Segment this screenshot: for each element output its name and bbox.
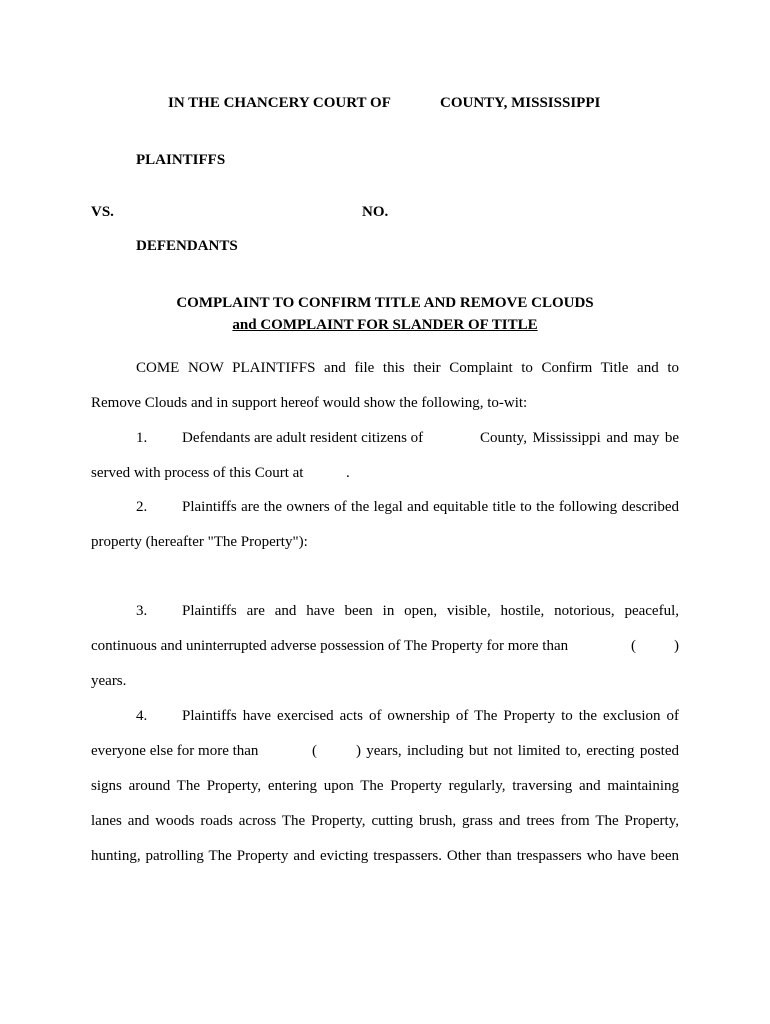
para-2-text-a: Plaintiffs are the owners of the legal and equitable title to the following described — [182, 499, 679, 515]
court-name-right: COUNTY, MISSISSIPPI — [440, 95, 601, 111]
para-4-text-c: signs around The Property, entering upon The Property regularly, traversing and maintaining — [91, 778, 679, 794]
para-1-text-d: . — [346, 465, 350, 481]
case-number-label: NO. — [362, 204, 389, 220]
para-3-text-c: years. — [91, 673, 127, 689]
plaintiffs-label: PLAINTIFFS — [136, 152, 226, 168]
para-4-text-a: Plaintiffs have exercised acts of ownership of The Property to the exclusion of — [182, 708, 679, 724]
complaint-title-line2-text: and COMPLAINT FOR SLANDER OF TITLE — [232, 317, 538, 333]
para-3-paren-open: ( — [631, 638, 636, 654]
para-2-number: 2. — [136, 499, 148, 515]
intro-line-1-text: COME NOW PLAINTIFFS and file this their Complaint to Confirm Title and to — [136, 360, 679, 376]
para-3-paren-close: ) — [674, 638, 679, 654]
para-1-number: 1. — [136, 430, 148, 446]
para-1-text-c: served with process of this Court at — [91, 465, 304, 481]
para-3-text-b: continuous and uninterrupted adverse possession of The Property for more than — [91, 638, 569, 654]
para-1-text-b: County, Mississippi and may be — [480, 430, 679, 446]
para-3-number: 3. — [136, 603, 148, 619]
para-2-text-b: property (hereafter "The Property"): — [91, 534, 308, 550]
intro-line-1 — [136, 359, 679, 377]
para-4-text-e: hunting, patrolling The Property and evicting trespassers. Other than trespassers who have been — [91, 848, 679, 864]
para-4-number: 4. — [136, 708, 148, 724]
complaint-title-line1: COMPLAINT TO CONFIRM TITLE AND REMOVE CLOUDS — [176, 295, 594, 311]
intro-line-2: Remove Clouds and in support hereof would show the following, to-wit: — [91, 395, 528, 411]
para-4-text-d: lanes and woods roads across The Property, cutting brush, grass and trees from The Property, — [91, 813, 679, 829]
para-4-paren-open: ( — [312, 743, 317, 759]
defendants-label: DEFENDANTS — [136, 238, 238, 254]
para-1-text-a: Defendants are adult resident citizens of — [182, 430, 424, 446]
vs-label: VS. — [91, 204, 114, 220]
para-4-text-b2: ) years, including but not limited to, erecting posted — [356, 743, 679, 759]
para-4-text-b1: everyone else for more than — [91, 743, 259, 759]
complaint-title-line2 — [0, 316, 770, 334]
para-3-text-a: Plaintiffs are and have been in open, visible, hostile, notorious, peaceful, — [182, 603, 679, 619]
court-name-left: IN THE CHANCERY COURT OF — [168, 95, 391, 111]
